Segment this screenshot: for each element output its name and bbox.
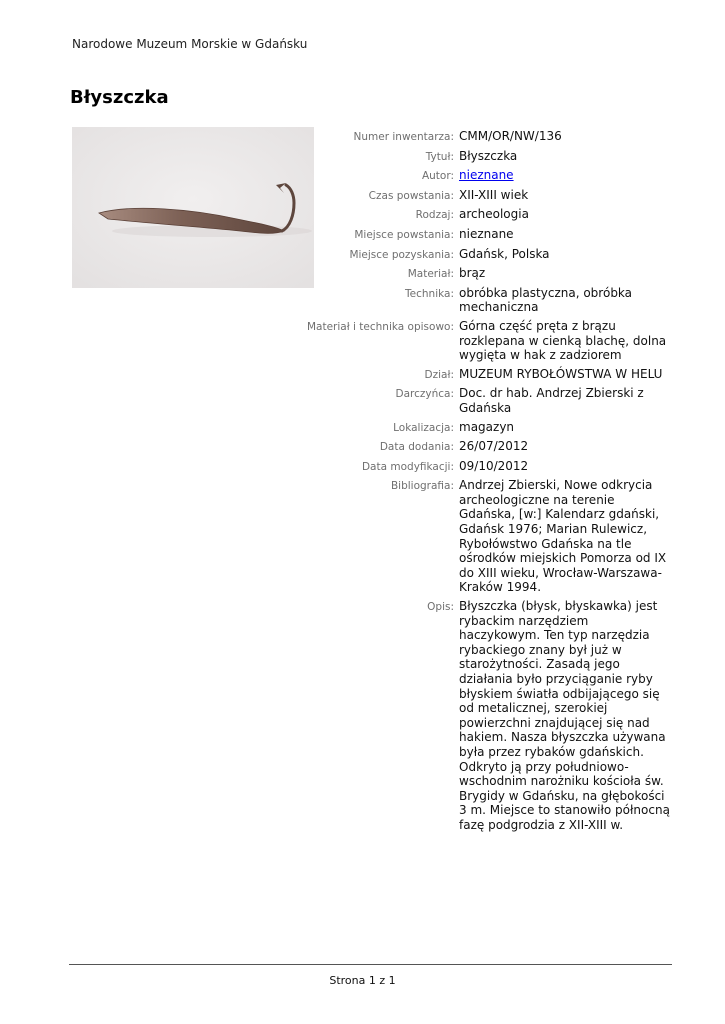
field-value: obróbka plastyczna, obróbka mechaniczna — [459, 285, 633, 315]
field-label: Technika: — [405, 287, 454, 300]
field-description — [300, 599, 680, 833]
field-value: 26/07/2012 — [459, 439, 529, 454]
author-link[interactable]: nieznane — [459, 168, 514, 183]
field-value: archeologia — [459, 207, 529, 222]
field-period — [300, 188, 680, 204]
field-donor — [300, 386, 680, 415]
metadata-table — [300, 129, 680, 837]
field-label: Bibliografia: — [390, 480, 454, 493]
field-value: magazyn — [459, 419, 515, 434]
fishing-lure-image — [72, 127, 314, 288]
object-photo — [72, 127, 314, 288]
field-value: Andrzej Zbierski, Nowe odkrycia archeologiczne na terenie Gdańska, [w:] Kalendarz gdański, Gdańsk 1976; Marian Rulewicz, Rybołówstwo Gdańska na tle ośrodków miejskich Pomorza od IX do XIII wieku, Wrocław-Warszawa-Kraków 1994. — [459, 478, 667, 595]
field-value: CMM/OR/NW/136 — [459, 129, 562, 143]
field-label: Czas powstania: — [368, 189, 454, 202]
field-material — [300, 266, 680, 282]
field-value: Błyszczka — [459, 148, 518, 163]
field-label: Autor: — [421, 170, 454, 183]
field-label: Tytuł: — [425, 150, 454, 163]
field-bibliography — [300, 478, 680, 595]
field-label: Miejsce pozyskania: — [349, 248, 454, 261]
field-origin — [300, 227, 680, 243]
field-value: 09/10/2012 — [459, 458, 529, 473]
field-value: Górna część pręta z brązu rozklepana w cienką blachę, dolna wygięta w hak z zadziorem — [459, 318, 667, 363]
footer-divider — [69, 964, 672, 965]
field-value: XII-XIII wiek — [459, 187, 529, 202]
field-date-modified — [300, 459, 680, 475]
field-label: Darczyńca: — [395, 388, 454, 401]
field-label: Miejsce powstania: — [354, 228, 454, 241]
field-author — [300, 168, 680, 184]
field-value: Doc. dr hab. Andrzej Zbierski z Gdańska — [459, 386, 644, 415]
field-value: Gdańsk, Polska — [459, 246, 550, 261]
field-label: Dział: — [424, 368, 454, 381]
field-acquired — [300, 247, 680, 263]
field-technique — [300, 286, 680, 315]
field-label: Numer inwentarza: — [353, 131, 454, 143]
field-value — [459, 168, 671, 183]
field-label: Rodzaj: — [415, 209, 454, 222]
field-label: Data dodania: — [379, 441, 454, 454]
page-number: Strona 1 z 1 — [329, 974, 396, 987]
field-department — [300, 367, 680, 383]
field-label: Opis: — [427, 601, 454, 614]
field-date-added — [300, 439, 680, 455]
field-location — [300, 420, 680, 436]
field-type — [300, 207, 680, 223]
field-value: brąz — [459, 266, 486, 281]
object-title: Błyszczka — [70, 87, 169, 108]
field-label: Materiał i technika opisowo: — [306, 320, 454, 333]
field-value: Błyszczka (błysk, błyskawka) jest rybackim narzędziem haczykowym. Ten typ narzędzia rybackiego znany był już w starożytności. Zasadą jego działania było przyciąganie ryby błyskiem światła odbijającego się od metalicznej, szerokiej powierzchni znajdującej się nad hakiem. Nasza błyszczka używana była przez rybaków gdańskich. Odkryto ją przy południowo-wschodnim narożniku kościoła św. Brygidy w Gdańsku, na głębokości 3 m. Miejsce to stanowiło północną fazę podgrodzia z XII-XIII w. — [459, 599, 670, 832]
field-inventory — [300, 129, 680, 145]
field-title — [300, 149, 680, 165]
museum-header: Narodowe Muzeum Morskie w Gdańsku — [72, 37, 308, 51]
field-material-description — [300, 319, 680, 363]
field-label: Lokalizacja: — [393, 421, 454, 434]
field-label: Materiał: — [407, 268, 454, 281]
field-value: nieznane — [459, 226, 514, 241]
field-label: Data modyfikacji: — [361, 460, 454, 473]
field-value: MUZEUM RYBOŁÓWSTWA W HELU — [459, 366, 663, 381]
